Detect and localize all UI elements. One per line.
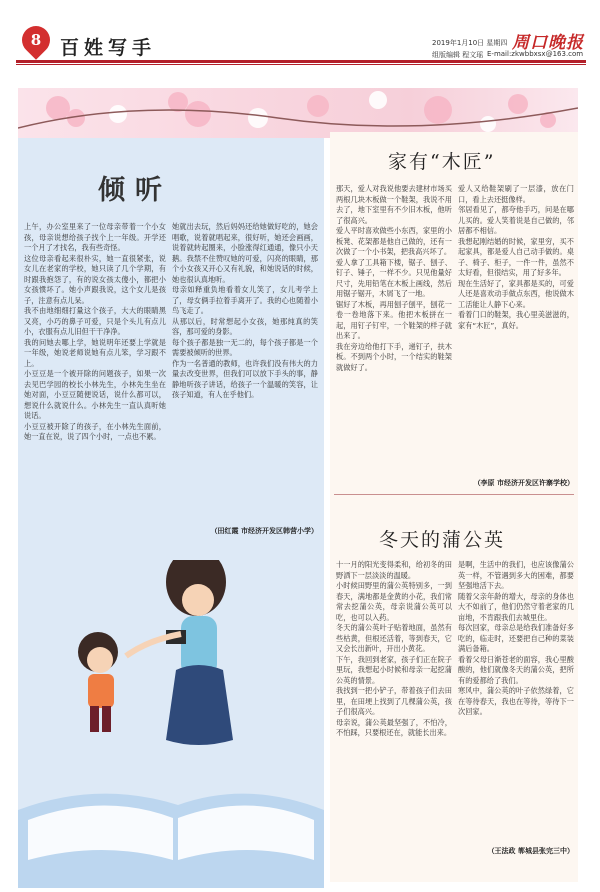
- article3-paragraph: 十一月的阳光变得柔和，给初冬的田野洒下一层淡淡的温暖。: [336, 560, 452, 580]
- article1-paragraph: 每个孩子都是独一无二的，每个孩子都是一个需要被倾听的世界。: [172, 337, 318, 357]
- article2-byline: （李原 市经济开发区许寨学校）: [473, 479, 574, 487]
- article2-paragraph: 我想起刚结婚的时候，家里穷，买不起家具，都是爱人自己动手做的。桌子、椅子、柜子，一件一件，虽然不太好看，但很结实，用了好多年。: [458, 236, 574, 277]
- article3-paragraph: 是啊，生活中的我们，也应该像蒲公英一样，不管遇到多大的困难，都要坚强地活下去。: [458, 560, 574, 590]
- article2-paragraph: 邻居看见了，都夸他手巧，问是在哪儿买的。爱人笑着说是自己做的，邻居都不相信。: [458, 205, 574, 235]
- article3-paragraph: 冬天的蒲公英叶子贴着地面，虽然有些枯黄，但根还活着，等到春天，它又会长出新叶，开出小黄花。: [336, 623, 452, 653]
- article2-paragraph: 爱人又给鞋架刷了一层漆，放在门口，看上去还挺像样。: [458, 184, 574, 204]
- article1-paragraph: 她就出去玩，然后妈妈还给她做好吃的，她会唱歌，说着就唱起来，很好听，她还会画画，说着就转起圈来，小脸涨得红通通，像只小天鹅。我禁不住赞叹她的可爱，闪亮的眼睛，那个小女孩又开心又有礼貌，和她说话的时候，她也很认真地听。: [172, 222, 318, 284]
- page-number: 8: [30, 31, 42, 49]
- article3-paragraph: 每次回家，母亲总是给我们准备好多吃的，临走时，还要把自己种的菜装满后备箱。: [458, 623, 574, 653]
- article1-paragraph: 母亲如释重负地看着女儿笑了，女儿考学上了，母女俩手拉着手离开了。我的心也随着小鸟飞走了。: [172, 285, 318, 315]
- blossom-illustration: [18, 88, 578, 138]
- article1-column-2: [172, 222, 318, 522]
- newspaper-logo: 周口晚报: [512, 33, 584, 53]
- editor-credit: 组版编辑 程文瑶: [432, 51, 484, 59]
- article3-paragraph: 随着父亲年龄的增大，母亲的身体也大不如前了，他们仍然守着老家的几亩地，不肯跟我们去城里住。: [458, 591, 574, 622]
- article2-title: 家有“木匠”: [388, 151, 496, 173]
- blossom-banner: [18, 88, 578, 138]
- masthead-rule: [16, 60, 586, 63]
- article3-column-1: [336, 560, 452, 860]
- article1-paragraph: 我的问她去哪上学，她说明年还要上学就是一年级，她说老师说她有点儿笨，学习跟不上。: [24, 337, 166, 368]
- article1-paragraph: 我不由地细细打量这个孩子，大大的眼睛黑又亮，小巧的鼻子可爱，只是个头儿有点儿小，衣服有点儿旧但干干净净。: [24, 306, 166, 336]
- mother-child-illustration: [18, 560, 324, 888]
- article1-paragraph: 小豆豆被开除了的孩子，在小林先生面前，她一直在说，说了四个小时，一点也不累。: [24, 421, 166, 441]
- article3-paragraph: 我找到一把小铲子，带着孩子们去田里，在田埂上找到了几棵蒲公英，孩子们很高兴。: [336, 686, 452, 716]
- article2-paragraph: 我在旁边给他打下手，递钉子，扶木板。不到两个小时，一个结实的鞋架就做好了。: [336, 341, 452, 372]
- article1-paragraph: 从那以后，时常想起小女孩，她那纯真的笑容，那可爱的身影。: [172, 316, 318, 336]
- article3-paragraph: 寒风中，蒲公英的叶子依然绿着，它在等待春天，我也在等待，等待下一次回家。: [458, 686, 574, 716]
- article1-paragraph: 小豆豆是一个被开除的问题孩子，如果一次去见巴学园的校长小林先生，小林先生坐在她对面，小豆豆随便说话，说什么都可以，想说什么就说什么。小林先生一直认真听她说话。: [24, 369, 166, 420]
- issue-date: 2019年1月10日 星期四: [432, 39, 508, 47]
- article1-paragraph: 上午，办公室里来了一位母亲带着一个小女孩，母亲说想给孩子找个上一年级。开学还一个月了才找名，我有些奇怪。: [24, 222, 166, 252]
- section-title: 百姓写手: [60, 37, 157, 59]
- article2-paragraph: 锯好了木板，再用刨子刨平，刨花一卷一卷地落下来。他把木板拼在一起，用钉子钉牢，一个鞋架的样子就出来了。: [336, 299, 452, 340]
- article1-paragraph: 作为一名普通的教师，也许我们没有伟大的力量去改变世界，但我们可以放下手头的事，静静地听孩子讲话，给孩子一个温暖的笑容，让孩子知道，有人在乎他们。: [172, 358, 318, 399]
- article1-paragraph: 这位母亲看起来很朴实，她一直很紧张，说女儿在老家的学校，她只读了几个学期，有时跟我抱怨了，有的说女孩太傻小，都把小女孩惯坏了。她小声跟我说，这个女儿是孩子，注意有点儿呆。: [24, 253, 166, 305]
- article2-column-2: [458, 184, 574, 474]
- article-divider: [334, 494, 574, 495]
- article3-paragraph: 小时候田野里的蒲公英特别多，一到春天，满地都是金黄的小花，我们常常去挖蒲公英，母亲说蒲公英可以吃，也可以入药。: [336, 581, 452, 622]
- masthead-rule-thin: [16, 64, 586, 65]
- article2-paragraph: 现在生活好了，家具都是买的，可爱人还是喜欢动手做点东西，他说做木工活能让人静下心来。: [458, 278, 574, 309]
- article2-paragraph: 看着门口的鞋架，我心里美滋滋的，家有“木匠”，真好。: [458, 310, 574, 330]
- article1-byline: （田红霞 市经济开发区韩营小学）: [210, 527, 318, 535]
- article3-paragraph: 看着父母日渐苍老的面容，我心里酸酸的，他们就像冬天的蒲公英，把所有的爱都给了我们。: [458, 654, 574, 685]
- article2-paragraph: 爱人平时喜欢做些小东西，家里的小板凳、花架都是他自己做的，还有一次做了一个小书架，把我高兴坏了。: [336, 226, 452, 256]
- article2-column-1: [336, 184, 452, 484]
- article3-paragraph: 下午，我回到老家，孩子们正在院子里玩，我想起小时候和母亲一起挖蒲公英的情景。: [336, 654, 452, 685]
- article3-paragraph: 母亲说，蒲公英最坚强了，不怕冷，不怕踩，只要根还在，就能长出来。: [336, 717, 452, 737]
- article3-title: 冬天的蒲公英: [379, 529, 506, 551]
- contact-email: E-mail:zkwbbxsx@163.com: [487, 50, 584, 58]
- article2-paragraph: 那天，爱人对我说他要去建材市场买两根几块木板做一个鞋架，我说不用去了，地下室里有不少旧木板，他听了很高兴。: [336, 184, 452, 225]
- article2-paragraph: 爱人拿了工具箱下楼，锯子、刨子、钉子、锤子，一样不少。只见他量好尺寸，先用铅笔在木板上画线，然后用锯子锯开，木屑飞了一地。: [336, 257, 452, 298]
- article1-column-1: [24, 222, 166, 578]
- article3-column-2: [458, 560, 574, 828]
- article1-title: 倾听: [98, 175, 172, 206]
- article3-byline: （王法政 郸城县张完三中）: [487, 847, 574, 855]
